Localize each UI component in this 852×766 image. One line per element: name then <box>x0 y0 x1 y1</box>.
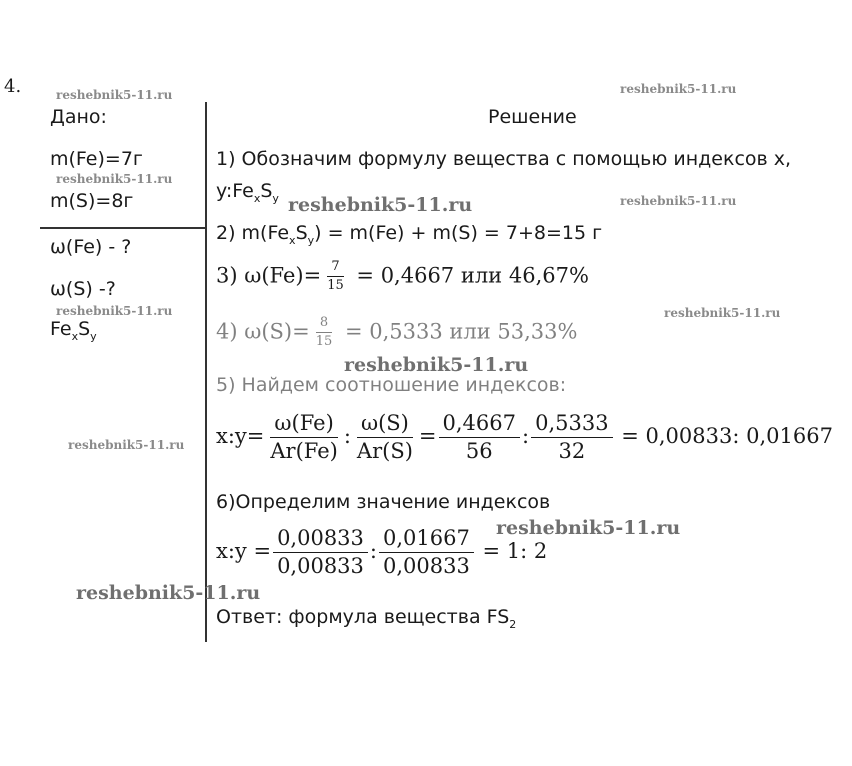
ratio1-colon-1: : <box>343 424 351 449</box>
ratio1-prefix: x:y= <box>216 424 265 449</box>
ratio1-f2-den: Ar(S) <box>356 439 413 464</box>
formula-sub-y: y <box>90 329 97 343</box>
ratio1-equals: = <box>418 424 437 449</box>
ratio1-f2-num: ω(S) <box>357 412 413 438</box>
ratio1-fraction-1 <box>266 412 341 463</box>
find-fraction-fe: ω(Fe) - ? <box>50 236 132 258</box>
solution-header: Решение <box>488 106 577 128</box>
watermark-5: reshebnik5-11.ru <box>620 194 737 208</box>
answer-text: Ответ: формула вещества FS <box>216 606 510 628</box>
watermark-2: reshebnik5-11.ru <box>620 82 737 96</box>
problem-number: 4. <box>4 76 22 97</box>
watermark-1: reshebnik5-11.ru <box>56 88 173 102</box>
ratio2-f1-num: 0,00833 <box>273 527 368 553</box>
watermark-8: reshebnik5-11.ru <box>344 354 529 376</box>
step2-rest: ) = m(Fe) + m(S) = 7+8=15 г <box>314 222 603 244</box>
step3 <box>216 260 589 294</box>
ratio1-fraction-4 <box>531 412 612 463</box>
step1-line2 <box>216 180 279 205</box>
step4-denominator: 15 <box>315 334 333 350</box>
step4-numerator: 8 <box>316 316 332 333</box>
step2-sub-y: y <box>307 233 315 247</box>
step4-rest: = 0,5333 или 53,33% <box>344 319 578 344</box>
step1-s: S <box>260 180 273 202</box>
step1-prefix: y:Fe <box>216 180 254 202</box>
step3-prefix: 3) ω(Fe)= <box>216 263 322 288</box>
watermark-7: reshebnik5-11.ru <box>664 306 781 320</box>
step4 <box>216 316 577 350</box>
given-header: Дано: <box>50 106 107 128</box>
step4-prefix: 4) ω(S)= <box>216 319 310 344</box>
watermark-4: reshebnik5-11.ru <box>288 194 473 216</box>
given-divider <box>40 227 206 229</box>
step4-fraction <box>312 316 337 350</box>
ratio1-colon-2: : <box>522 424 530 449</box>
ratio2-f1-den: 0,00833 <box>277 554 364 579</box>
step2 <box>216 222 602 247</box>
ratio1-f1-den: Ar(Fe) <box>270 439 338 464</box>
formula-fe: Fe <box>50 318 72 340</box>
step3-fraction <box>323 260 348 294</box>
ratio2-f2-den: 0,00833 <box>382 554 470 579</box>
step1-line1: 1) Обозначим формулу вещества с помощью индексов x, <box>216 148 792 170</box>
watermark-3: reshebnik5-11.ru <box>56 172 173 186</box>
step6: 6)Определим значение индексов <box>216 491 551 513</box>
ratio2-result: = 1: 2 <box>482 539 548 564</box>
answer-subscript: 2 <box>509 617 517 631</box>
step1-sub-x: x <box>253 191 261 205</box>
vertical-divider <box>205 102 207 642</box>
ratio-line-1 <box>216 412 833 463</box>
ratio1-f4-den: 32 <box>558 439 586 464</box>
ratio2-prefix: x:y = <box>216 539 272 564</box>
ratio1-f1-num: ω(Fe) <box>270 412 337 438</box>
step2-s: S <box>295 222 308 244</box>
ratio1-fraction-2 <box>353 412 417 463</box>
answer <box>216 606 516 631</box>
step3-denominator: 15 <box>327 278 344 294</box>
watermark-11: reshebnik5-11.ru <box>76 582 261 604</box>
ratio2-colon: : <box>369 539 377 564</box>
ratio2-f2-num: 0,01667 <box>379 527 474 553</box>
ratio1-f3-den: 56 <box>465 439 493 464</box>
step5: 5) Найдем соотношение индексов: <box>216 374 567 396</box>
step2-prefix: 2) m(Fe <box>216 222 290 244</box>
formula-s: S <box>78 318 91 340</box>
formula-sub-x: x <box>71 329 79 343</box>
find-fraction-s: ω(S) -? <box>50 278 116 300</box>
step3-rest: = 0,4667 или 46,67% <box>356 263 589 288</box>
ratio1-result: = 0,00833: 0,01667 <box>621 424 833 449</box>
ratio2-fraction-2 <box>379 527 474 578</box>
step3-numerator: 7 <box>327 260 343 277</box>
ratio1-f4-num: 0,5333 <box>531 412 612 438</box>
watermark-6: reshebnik5-11.ru <box>56 304 173 318</box>
ratio1-f3-num: 0,4667 <box>439 412 520 438</box>
step2-sub-x: x <box>289 233 296 247</box>
step1-sub-y: y <box>272 191 279 205</box>
watermark-10: reshebnik5-11.ru <box>496 517 681 539</box>
ratio2-fraction-1 <box>273 527 368 578</box>
given-mass-fe: m(Fe)=7г <box>50 148 143 170</box>
watermark-9: reshebnik5-11.ru <box>68 438 185 452</box>
find-formula <box>50 318 97 343</box>
given-mass-s: m(S)=8г <box>50 190 134 212</box>
ratio1-fraction-3 <box>439 412 520 463</box>
